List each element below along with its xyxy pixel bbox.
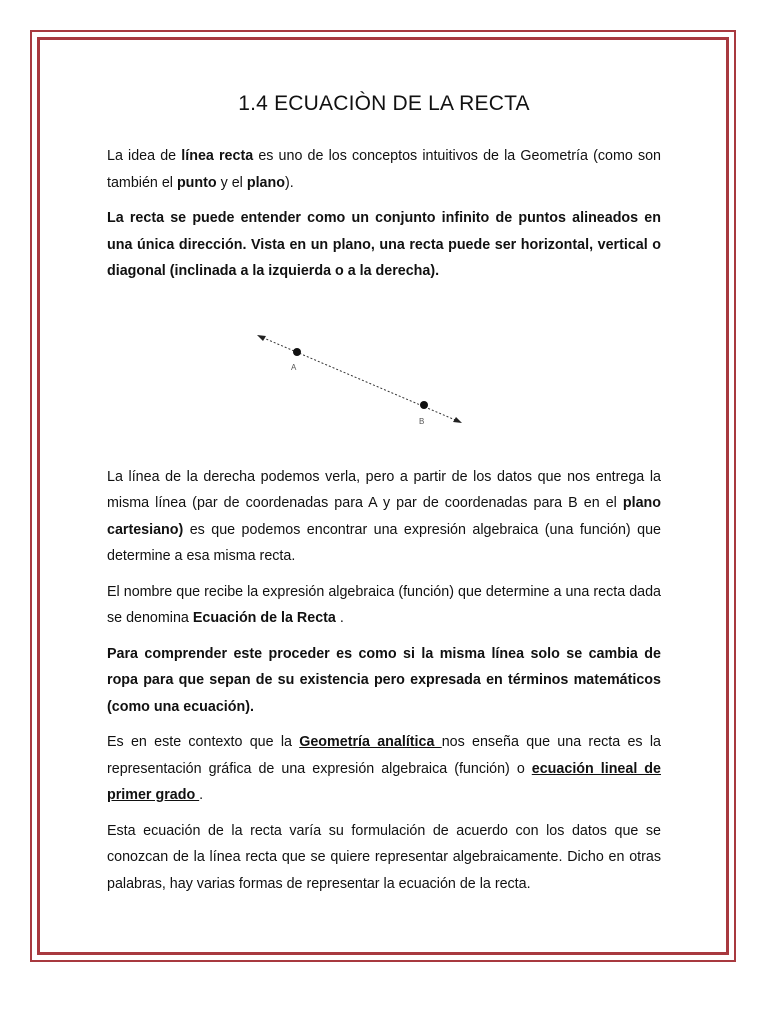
point-b — [420, 401, 428, 409]
text: El nombre que recibe la expresión algebraica (función) que determine a una recta dada se denomina — [107, 583, 661, 626]
bold-term-punto: punto — [176, 174, 217, 191]
paragraph-coordinates — [107, 464, 661, 570]
text: Es en este contexto que la — [107, 734, 300, 750]
page-title: 1.4 ECUACIÒN DE LA RECTA — [238, 92, 530, 115]
text: . — [335, 610, 344, 626]
bold-term-ecuacion-recta: Ecuación de la Recta — [192, 610, 336, 626]
paragraph-context — [107, 729, 661, 809]
paragraph-analogy — [107, 641, 661, 721]
document-body — [107, 92, 661, 906]
arrowhead-right-icon — [453, 417, 462, 423]
line-figure — [107, 294, 661, 464]
bold-term-plano: plano — [246, 174, 285, 191]
link-geometria-analitica[interactable]: Geometría analítica — [299, 734, 442, 750]
link-ecuacion-lineal[interactable]: ecuación lineal de primer grado — [107, 760, 661, 803]
label-a: A — [291, 362, 297, 372]
dashed-line — [259, 336, 460, 422]
line-diagram — [107, 294, 661, 464]
text: Esta ecuación de la recta varía su formulación de acuerdo con los datos que se conozcan de la línea recta que se quiere representar algebraicamente. Dicho en otras palabras, hay varias formas de representar la ecuación de la recta. — [107, 822, 661, 892]
paragraph-definition — [107, 205, 661, 285]
text: es que podemos encontrar una expresión algebraica (una función) que determine a esa misma recta. — [107, 521, 661, 564]
paragraph-formulation — [107, 818, 661, 898]
bold-definition: La recta se puede entender como un conjunto infinito de puntos alineados en una única dirección. Vista en un plano, una recta puede ser horizontal, vertical o diagonal (inclinada a la izquierda o a la derecha). — [107, 210, 661, 279]
text: nos enseña que una recta es la representación gráfica de una expresión algebraica (función) o — [107, 734, 661, 777]
arrowhead-left-icon — [257, 335, 266, 341]
paragraph-name — [107, 579, 661, 632]
text: ). — [284, 174, 294, 191]
label-b: B — [419, 416, 425, 426]
point-a — [293, 348, 301, 356]
text: y el — [216, 174, 247, 191]
bold-term-linea-recta: línea recta — [181, 148, 254, 164]
text: La idea de — [107, 148, 182, 164]
paragraph-intro — [107, 143, 661, 196]
text: La línea de la derecha podemos verla, pero a partir de los datos que nos entrega la misma línea (par de coordenadas para A y par de coordenadas para B en el — [107, 468, 661, 511]
text: es uno de los conceptos intuitivos de la Geometría (como son también el — [107, 148, 661, 191]
bold-term-plano-cartesiano: plano cartesiano) — [107, 495, 661, 538]
bold-analogy: Para comprender este proceder es como si la misma línea solo se cambia de ropa para que sepan de su existencia pero expresada en términos matemáticos (como una ecuación). — [107, 645, 661, 715]
text: . — [199, 787, 204, 803]
